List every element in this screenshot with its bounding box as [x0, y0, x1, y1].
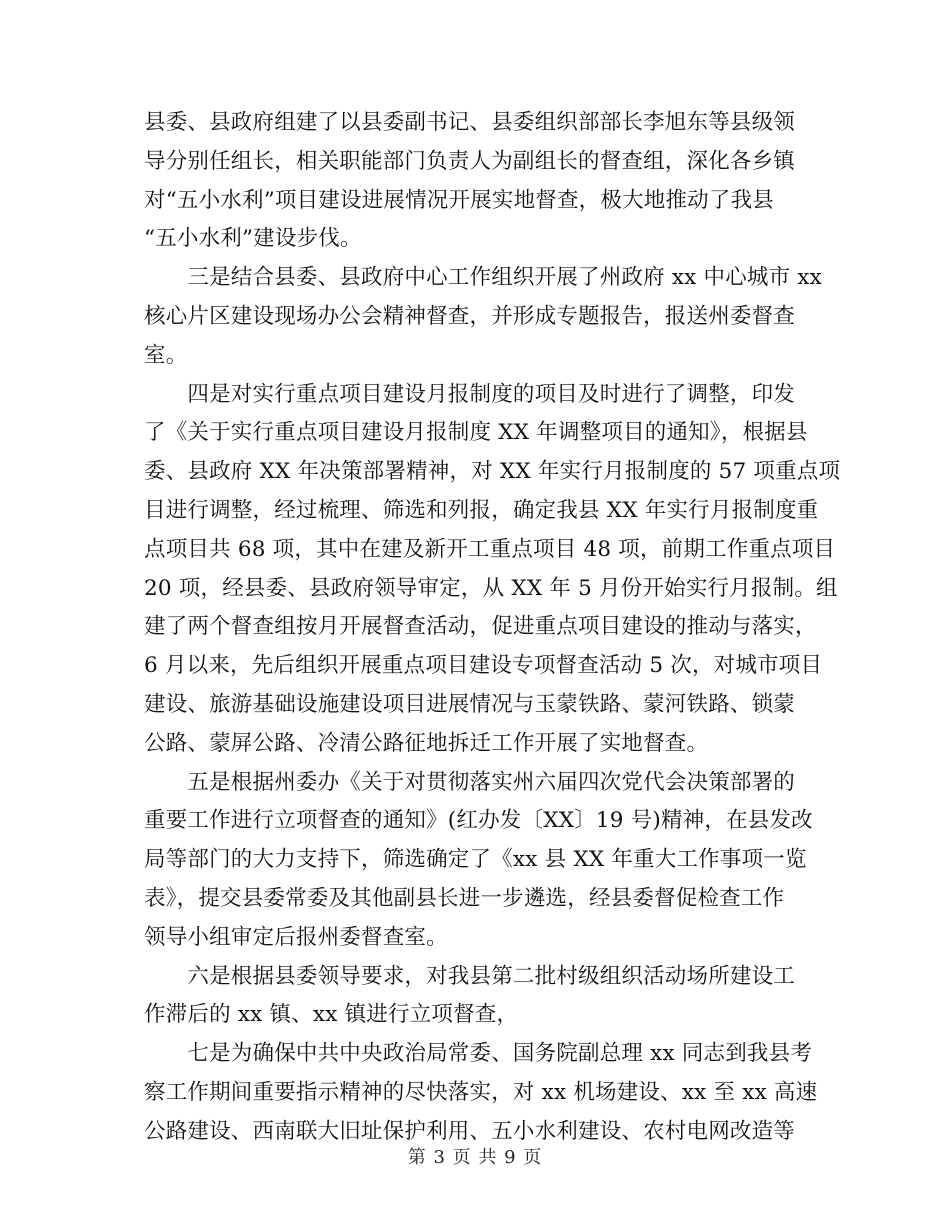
text-line: 室。 — [144, 342, 188, 368]
text-line: 导分别任组长，相关职能部门负责人为副组长的督查组，深化各乡镇 — [144, 148, 796, 174]
text-line: 七是为确保中共中央政治局常委、国务院副总理 xx 同志到我县考 — [144, 1041, 813, 1067]
text-line: 五是根据州委办《关于对贯彻落实州六届四次党代会决策部署的 — [144, 769, 796, 795]
text-line: 核心片区建设现场办公会精神督查，并形成专题报告，报送州委督查 — [144, 303, 796, 329]
text-line: 作滞后的 xx 镇、xx 镇进行立项督查， — [144, 1002, 519, 1028]
text-line: 公路、蒙屏公路、冷清公路征地拆迁工作开展了实地督查。 — [144, 730, 709, 756]
paragraph — [144, 376, 841, 764]
text-line: 目进行调整，经过梳理、筛选和列报，确定我县 XX 年实行月报制度重 — [144, 497, 819, 523]
text-line: 6 月以来，先后组织开展重点项目建设专项督查活动 5 次，对城市项目 — [144, 653, 823, 679]
text-line: 公路建设、西南联大旧址保护利用、五小水利建设、农村电网改造等 — [144, 1118, 796, 1144]
paragraph — [144, 104, 816, 259]
text-line: 20 项，经县委、县政府领导审定，从 XX 年 5 月份开始实行月报制。组 — [144, 575, 838, 601]
paragraph — [144, 1035, 816, 1151]
text-line: 对“五小水利”项目建设进展情况开展实地督查，极大地推动了我县 — [144, 187, 774, 213]
text-line: 县委、县政府组建了以县委副书记、县委组织部部长李旭东等县级领 — [144, 110, 796, 135]
text-line: 察工作期间重要指示精神的尽快落实，对 xx 机场建设、xx 至 xx 高速 — [144, 1079, 818, 1105]
text-line: 点项目共 68 项，其中在建及新开工重点项目 48 项，前期工作重点项目 — [144, 536, 836, 562]
text-line: 建设、旅游基础设施建设项目进展情况与玉蒙铁路、蒙河铁路、锁蒙 — [144, 691, 796, 717]
text-line: 四是对实行重点项目建设月报制度的项目及时进行了调整，印发 — [144, 381, 796, 407]
paragraph — [144, 958, 816, 1036]
text-line: 表》，提交县委常委及其他副县长进一步遴选，经县委督促检查工作 — [144, 885, 785, 911]
text-line: “五小水利”建设步伐。 — [144, 226, 362, 252]
text-line: 领导小组审定后报州委督查室。 — [144, 924, 448, 950]
text-line: 建了两个督查组按月开展督查活动，促进重点项目建设的推动与落实， — [144, 614, 817, 640]
text-line: 委、县政府 XX 年决策部署精神，对 XX 年实行月报制度的 57 项重点项 — [144, 459, 841, 485]
document-body — [144, 104, 841, 1152]
text-line: 局等部门的大力支持下，筛选确定了《xx 县 XX 年重大工作事项一览 — [144, 847, 807, 873]
paragraph — [144, 259, 823, 375]
text-line: 三是结合县委、县政府中心工作组织开展了州政府 xx 中心城市 xx — [144, 265, 823, 291]
paragraph — [144, 764, 816, 958]
text-line: 六是根据县委领导要求，对我县第二批村级组织活动场所建设工 — [144, 963, 796, 989]
page-number-footer: 第 3 页 共 9 页 — [407, 1147, 543, 1168]
text-line: 了《关于实行重点项目建设月报制度 XX 年调整项目的通知》，根据县 — [144, 420, 808, 446]
text-line: 重要工作进行立项督查的通知》(红办发〔XX〕19 号)精神，在县发改 — [144, 808, 813, 834]
